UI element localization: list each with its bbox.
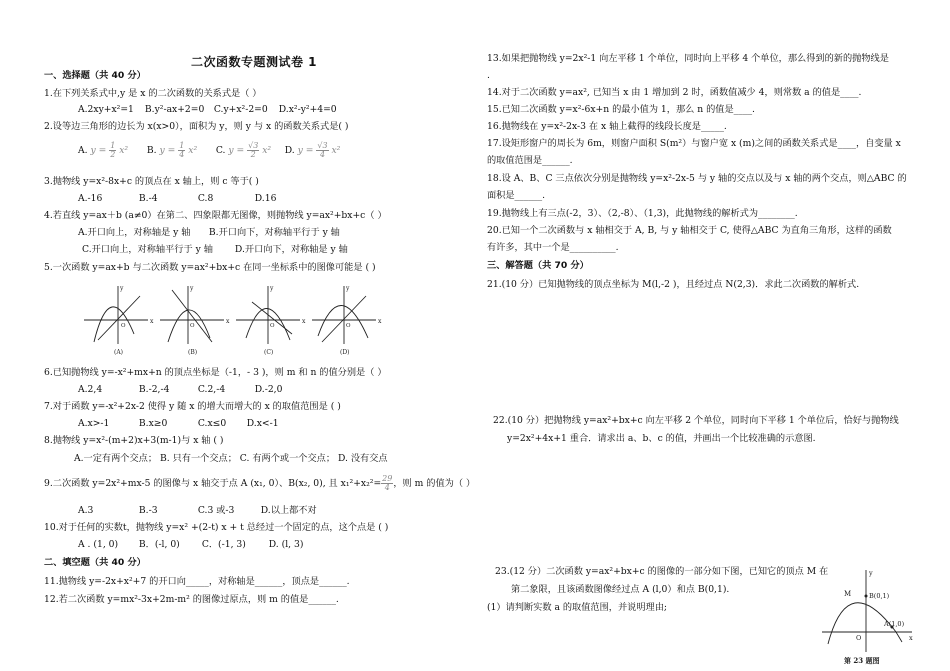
section-choice: 一、选择题（共 40 分） xyxy=(44,70,146,81)
label-y: y xyxy=(869,569,873,577)
option: B.-2,-4 xyxy=(138,384,170,395)
svg-text:y: y xyxy=(346,285,350,292)
fraction: $\frac{1}{2}$ xyxy=(110,141,116,159)
option: B.y²-ax+2=0 xyxy=(144,104,205,115)
question-20: 20.已知一个二次函数与 x 轴相交于 A, B, 与 y 轴相交于 C, 使得△ABC 为直角三角形，这样的函数 xyxy=(487,225,892,236)
svg-text:y: y xyxy=(120,285,124,292)
option: B.开口向下，对称轴平行于 y 轴 xyxy=(208,227,340,238)
question-5-graphs xyxy=(82,282,382,357)
question-18-cont: 面积是______. xyxy=(487,190,546,201)
question-21: 21.(10 分）已知抛物线的顶点坐标为 M(l,-2 )，且经过点 N(2,3)．求此二次函数的解析式. xyxy=(487,279,860,290)
question-22-cont: y=2x²+4x+1 重合．请求出 a、b、c 的值，并画出一个比较准确的示意图. xyxy=(507,433,816,444)
question-16: 16.抛物线在 y=x²-2x-3 在 x 轴上截得的线段长度是_____. xyxy=(487,121,727,132)
question-9-options xyxy=(78,505,317,517)
question-11: 11.抛物线 y=-2x+x²+7 的开口向_____，对称轴是______，顶点是______. xyxy=(44,576,350,587)
svg-text:y: y xyxy=(270,285,274,292)
option: B.-4 xyxy=(138,193,158,204)
question-4-options-row2 xyxy=(82,244,348,256)
option: D.16 xyxy=(254,193,277,204)
graph-label: (A) xyxy=(114,349,124,356)
graph-b xyxy=(160,285,230,356)
question-10-options xyxy=(78,539,303,551)
graph-label: (B) xyxy=(188,349,198,356)
option-d: D. y = $\frac{√3}{4}$ x² xyxy=(284,141,341,159)
svg-text:O: O xyxy=(270,323,275,329)
option: A.3 xyxy=(78,505,94,516)
point-b xyxy=(865,595,868,598)
graph-d xyxy=(312,285,382,356)
question-2-options xyxy=(78,142,340,160)
question-22: 22.(10 分）把抛物线 y=ax²+bx+c 向左平移 2 个单位，同时向下平移 1 个单位后，恰好与抛物线 xyxy=(493,415,899,426)
option-b: B. y = $\frac{1}{4}$ x² xyxy=(146,141,198,159)
option: C.2,-4 xyxy=(197,384,226,395)
question-13: 13.如果把抛物线 y=2x²-1 向左平移 1 个单位，同时向上平移 4 个单位，那么得到的新的抛物线是 xyxy=(487,53,889,64)
option: D.开口向下，对称轴是 y 轴 xyxy=(234,244,348,255)
option: C.3 或-3 xyxy=(197,505,235,516)
question-20-cont: 有许多，其中一个是__________. xyxy=(487,242,619,253)
option: D.x<-1 xyxy=(246,418,279,429)
question-3-options xyxy=(78,193,276,205)
question-4-options-row1 xyxy=(78,227,340,239)
svg-text:O: O xyxy=(121,323,126,329)
option: A.x>-1 xyxy=(78,418,110,429)
option: A.2,4 xyxy=(78,384,103,395)
svg-text:x: x xyxy=(378,318,382,325)
graph-a xyxy=(84,285,154,356)
question-3: 3.抛物线 y=x²-8x+c 的顶点在 x 轴上，则 c 等于( ) xyxy=(44,176,259,187)
question-23-part1: (1）请判断实数 a 的取值范围，并说明理由; xyxy=(487,602,668,613)
graph-c xyxy=(236,285,306,356)
svg-text:O: O xyxy=(190,323,195,329)
option: A.-16 xyxy=(78,193,103,204)
section-answer: 三、解答题（共 70 分） xyxy=(487,260,589,271)
question-14: 14.对于二次函数 y=ax², 已知当 x 由 1 增加到 2 时，函数值减少 4，则常数 a 的值是____. xyxy=(487,87,862,98)
label-a: A(1,0) xyxy=(884,620,905,628)
svg-text:x: x xyxy=(226,318,230,325)
option: C.x≤0 xyxy=(197,418,227,429)
question-13-cont: . xyxy=(487,70,490,81)
question-12: 12.若二次函数 y=mx²-3x+2m-m² 的图像过原点，则 m 的值是______. xyxy=(44,594,339,605)
option: C.y+x²-2=0 xyxy=(213,104,268,115)
fraction: $\frac{1}{4}$ xyxy=(179,141,185,159)
question-8: 8.抛物线 y=x²-(m+2)x+3(m-1)与 x 轴 ( ) xyxy=(44,435,224,446)
question-6-options xyxy=(78,384,282,396)
question-2: 2.设等边三角形的边长为 x(x>0），面积为 y，则 y 与 x 的函数关系式是( ) xyxy=(44,121,349,132)
svg-text:x: x xyxy=(150,318,154,325)
label-o: O xyxy=(856,634,862,642)
question-5: 5.一次函数 y=ax+b 与二次函数 y=ax²+bx+c 在同一坐标系中的图像可能是 ( ) xyxy=(44,262,376,273)
question-10: 10.对于任何的实数t，抛物线 y=x² +(2-t) x + t 总经过一个固定的点，这个点是 ( ) xyxy=(44,522,389,533)
svg-text:O: O xyxy=(346,323,351,329)
option: C.8 xyxy=(197,193,214,204)
question-9: 9.二次函数 y=2x²+mx-5 的图像与 x 轴交于点 A (x₁, 0）、B(x₂, 0), 且 x₁²+x₂²= $\frac{29}{4}$ ，则 m 的值为（ ） xyxy=(44,474,476,492)
figure-23-axes xyxy=(822,570,912,652)
question-19: 19.抛物线上有三点(-2，3）、（2,-8）、（1,3)，此抛物线的解析式为________. xyxy=(487,208,798,219)
graph-label: (D) xyxy=(340,349,350,356)
question-1-options xyxy=(78,104,337,116)
option: D.-2,0 xyxy=(254,384,283,395)
graph-label: (C) xyxy=(264,349,274,356)
question-15: 15.已知二次函数 y=x²-6x+n 的最小值为 1，那么 n 的值是____. xyxy=(487,104,755,115)
question-7-options xyxy=(78,418,279,430)
figure-23 xyxy=(818,566,918,668)
option: B.x≥0 xyxy=(138,418,168,429)
question-8-options: A.一定有两个交点； B. 只有一个交点； C. 有两个或一个交点； D. 没有交点 xyxy=(74,453,388,464)
option-c: C. y = $\frac{√3}{2}$ x² xyxy=(215,141,272,159)
option: A.2xy+x²=1 xyxy=(78,104,134,115)
question-17-cont: 的取值范围是______. xyxy=(487,155,573,166)
label-b: B(0,1) xyxy=(869,592,890,600)
option: A . (1, 0) xyxy=(78,539,119,550)
fraction: $\frac{√3}{4}$ xyxy=(317,141,328,159)
label-x: x xyxy=(909,634,913,642)
question-6: 6.已知抛物线 y=-x²+mx+n 的顶点坐标是（-1，- 3 )，则 m 和 n 的值分别是（ ） xyxy=(44,367,387,378)
option: B．(-l, 0) xyxy=(138,539,180,550)
section-fill: 二、填空题（共 40 分） xyxy=(44,557,146,568)
question-18: 18.设 A、B、C 三点依次分别是抛物线 y=x²-2x-5 与 y 轴的交点以及与 x 轴的两个交点，则△ABC 的 xyxy=(487,173,907,184)
option: C．(-1, 3) xyxy=(201,539,246,550)
option: D.x²-y²+4=0 xyxy=(278,104,337,115)
page-title: 二次函数专题测试卷 1 xyxy=(190,55,318,69)
svg-text:x: x xyxy=(302,318,306,325)
svg-text:y: y xyxy=(190,285,194,292)
question-4: 4.若直线 y=ax＋b (a≠0）在第二、四象限都无图像，则抛物线 y=ax²+bx+c（ ） xyxy=(44,210,387,221)
fraction: $\frac{√3}{2}$ xyxy=(248,141,259,159)
fraction: $\frac{29}{4}$ xyxy=(382,474,393,492)
question-7: 7.对于函数 y=-x²+2x-2 使得 y 随 x 的增大而增大的 x 的取值范围是 ( ) xyxy=(44,401,341,412)
label-m: M xyxy=(844,590,852,598)
option: C.开口向上，对称轴平行于 y 轴 xyxy=(82,244,213,255)
figure-caption: 第 23 题图 xyxy=(844,656,880,665)
question-23: 23.(12 分）二次函数 y=ax²+bx+c 的图像的一部分如下图，已知它的顶点 M 在 xyxy=(495,566,829,577)
option-a: A. y = $\frac{1}{2}$ x² xyxy=(78,141,129,159)
option: D.以上都不对 xyxy=(260,505,317,516)
option: A.开口向上，对称轴是 y 轴 xyxy=(78,227,191,238)
question-17: 17.设矩形窗户的周长为 6m，则窗户面积 S(m²）与窗户宽 x (m)之间的函数关系式是____，自变量 x xyxy=(487,138,901,149)
question-1: 1.在下列关系式中,y 是 x 的二次函数的关系式是（ ） xyxy=(44,88,262,99)
option: D. (l, 3) xyxy=(268,539,304,550)
option: B.-3 xyxy=(138,505,158,516)
question-23-cont: 第二象限，且该函数图像经过点 A (l,0）和点 B(0,1). xyxy=(511,584,730,595)
